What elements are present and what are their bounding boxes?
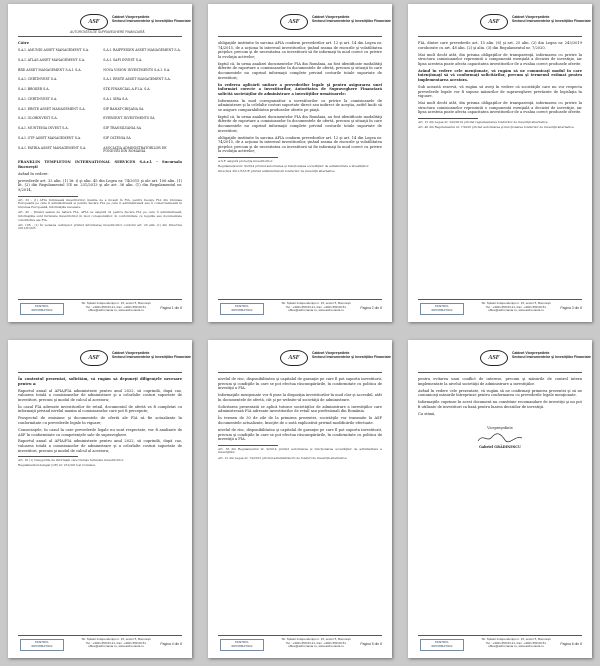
letterhead-subtitle: AUTORITATEA DE SUPRAVEGHERE FINANCIARĂ: [70, 30, 145, 34]
asf-logo: ASF: [80, 350, 108, 366]
recipient-row: BRD ASSET MANAGEMENT S.A.I. S.A. NOVA VISION INVESTMENTS S.A.I. S.A.: [18, 67, 171, 72]
body-paragraph: Sub această rezervă, vă rugăm să aveţi în vedere că societăţile care nu vor respecta prevederile legale vor fi supuse măsurilor de supraveghere prevăzute de legislaţia în vigoare.: [418, 84, 582, 99]
page-number: Pagina 4 din 6: [160, 642, 182, 646]
body-paragraph: Mai mult decât atât, din prisma obligaţiilor de transparenţă, informarea cu privire la structura comisioanelor reprezintă o componentă esenţială a deciziei de investiţie, iar lipsa acesteia poate afecta capacitatea investitorilor de a evalua corect produsele oferite.: [418, 52, 582, 66]
page-footer: [418, 299, 582, 316]
footnote-divider: [18, 196, 78, 197]
recipient-row: S.A.I. ERSTE ASSET MANAGEMENT S.A. SIF BANAT-CRIŞANA SA: [18, 106, 144, 111]
asf-logo: ASF: [480, 14, 508, 30]
document-page-5: [208, 340, 392, 658]
letterhead-title: Cabinet Vicepreşedinte Sectorul Instrumentelor şi Investiţiilor Financiare: [512, 351, 591, 359]
body-paragraph: Solicitarea prezentată se aplică tuturor societăţilor de administrare a investiţiilor care administrează FIA adresate investitorilor de retail sau profesionali din România.: [218, 404, 382, 414]
page-number: Pagina 6 din 6: [560, 642, 582, 646]
body-paragraph: Informarea în mod corespunzător a investitorilor cu privire la comisioanele de administrare şi la celelalte costuri suportate direct sau indirect de aceştia, astfel încât să se asigure comparabilitatea produselor oferite pe piaţă.: [218, 98, 382, 112]
asf-logo: ASF: [280, 350, 308, 366]
signature-block: [418, 426, 582, 448]
registry-stamp: CENTRUL INFORMATIILE: [20, 303, 64, 315]
footnote: Art. 15 din Legea nr. 243/2019 privind reglementarea fondurilor de investiţii alternative.: [418, 119, 549, 124]
page-footer: [418, 635, 582, 652]
footnote-divider: [218, 157, 278, 158]
registry-stamp: CENTRUL INFORMATIILE: [20, 639, 64, 651]
signature-name: Gabriel GRĂDINESCU: [479, 444, 521, 449]
body-paragraph: Consecinţele, în cazul în care prevederile legale nu sunt respectate, vor fi analizate de ASF în conformitate cu competenţele sale de supraveghere.: [18, 427, 182, 437]
recipient-extra: FRANKLIN TEMPLETON INTERNATIONAL SERVICES S.à.r.l. - Sucursala Bucureşti: [18, 160, 182, 169]
body-paragraph: Raportul anual al AFIA/FIA administrate pentru anul 2022, să cuprindă, după caz, valoarea totală a comisioanelor de administrare şi a celorlalte costuri suportate de investitori, precum şi modul de calcul al acestora;: [18, 388, 182, 402]
recipient-row: S.A.I. MUNTENIA INVEST S.A. SIF TRANSILVANIA SA: [18, 126, 141, 131]
footnote: Regulamentul nr. 9/2014 privind autorizarea şi funcţionarea societăţilor de administrare a investiţiilor.: [218, 164, 369, 169]
registry-stamp: CENTRUL INFORMATIILE: [420, 303, 464, 315]
footnote: Art. 48 din Regulamentul nr. 7/2020 privind autorizarea şi funcţionarea fondurilor de investiţii alternative.: [418, 125, 575, 130]
letterhead: [18, 350, 191, 373]
recipient-row: S.A.I. AMUNDI ASSET MANAGEMENT S.A. S.A.I. RAIFFEISEN ASSET MANAGEMENT S.A.: [18, 48, 181, 52]
footnote: Directiva 2011/61/UE privind administratorii fondurilor de investiţii alternative.: [218, 169, 336, 174]
page-number: Pagina 3 din 6: [560, 306, 582, 310]
footnote: Art. 32 - (1) AFIA furnizează investitorilor, înainte de a investi în FIA, pentru fiecare FIA din Uniunea Europeană pe care îl administrează şi pentru fiecare FIA pe care îl administrează sau îl comercializează în Uniunea Europeană, informaţiile necesare.: [18, 197, 182, 209]
footnote: Art. 18 (1) Categoriile de informaţii care trebuie furnizate investitorilor.: [18, 458, 124, 463]
footer-address: Str. Splaiul Independenţei nr. 15, sector 5, Bucureşti Tel.: +4021.659.63.21, Fax: +4021.659.60.51 office@asfromania.ro, www.asfromania.ro: [481, 637, 551, 649]
document-page-4: [8, 340, 192, 658]
body-paragraph: obligaţiile instituite în sarcina AFIA conform prevederilor art. 12 şi art. 14 din Legea nr. 74/2015, de a acţiona în interesul investitorilor, ţinând seama de riscurile şi volatilitatea pieţelor, precum şi de necesitatea ca investitorii să fie informaţi în mod corect cu privire la evoluţia activelor;: [218, 135, 382, 154]
document-page-6: [408, 340, 592, 658]
body-paragraph: În termen de 30 de zile de la primirea prezentei, societăţile vor transmite la ASF documentele actualizate, însoţite de o notă explicativă privind modificările efectuate.: [218, 416, 382, 425]
asf-logo: ASF: [480, 350, 508, 366]
body-paragraph: Având în vedere cele menţionate, vă rugăm să ne comunicaţi modul în care intenţionaţi să vă conformaţi solicitărilor, precum şi termenul estimat pentru implementarea acestora.: [418, 68, 582, 82]
footnote-divider: [218, 445, 278, 446]
footnote: A.S.F. asigură protecţia investitorilor.: [218, 159, 273, 164]
recipient-row: S.A.I. PATRIA ASSET MANAGEMENT S.A. ASOCIAŢIA ADMINISTRATORILOR DE FONDURI DIN ROMÂNIA: [18, 145, 167, 154]
letterhead-title: Cabinet Vicepreşedinte Sectorul Instrumentelor şi Investiţiilor Financiare: [112, 15, 191, 23]
body-paragraph: Raportul anual al AFIA/FIA administrate pentru anul 2022, să cuprindă, după caz, valoarea totală a comisioanelor de administrare şi a celorlalte costuri suportate de investitori, precum şi modul de calcul al acestora;: [18, 439, 182, 453]
page-footer: [218, 635, 382, 652]
footnote-divider: [18, 456, 78, 457]
page-footer: [18, 635, 182, 652]
document-page-1: [8, 4, 192, 322]
signature-scribble-icon: [475, 431, 525, 445]
footer-address: Str. Splaiul Independenţei nr. 15, sector 5, Bucureşti Tel.: +4021.659.63.21, Fax: +4021.659.60.51 office@asfromania.ro, www.asfromania.ro: [481, 301, 551, 313]
body-paragraph: FIA, dintre care prevederile art. 15 alin. (6) şi art. 25 alin. (2) din Legea nr. 243/2019 coroborate cu art. 48 alin. (2) şi alin. (3) din Regulamentul nr. 7/2020.: [418, 41, 582, 50]
body-paragraph: faptul că, în urma analizei documentelor FIA din România, au fost identificate modalităţi diferite de raportare a comisioanelor în documentele de ofertă, precum şi situaţii în care documentele nu cuprind informaţii complete privind costurile totale suportate de investitori;: [218, 114, 382, 133]
signature-title: Vicepreşedinte: [487, 426, 513, 431]
footer-address: Str. Splaiul Independenţei nr. 15, sector 5, Bucureşti Tel.: +4021.659.63.21, Fax: +4021.659.60.51 office@asfromania.ro, www.asfromania.ro: [81, 637, 151, 649]
body-paragraph: În cazul FIA adresate investitorilor de retail, documentul de ofertă va fi completat cu informaţii privind nivelul maxim al comisioanelor care pot fi percepute;: [18, 404, 182, 414]
footer-address: Str. Splaiul Independenţei nr. 15, sector 5, Bucureşti Tel.: +4021.659.63.21, Fax: +4021.659.60.51 office@asfromania.ro, www.asfromania.ro: [281, 637, 351, 649]
registry-stamp: CENTRUL INFORMATIILE: [220, 639, 264, 651]
letterhead-title: Cabinet Vicepreşedinte Sectorul Instrumentelor şi Investiţiilor Financiare: [312, 15, 391, 23]
asf-logo: ASF: [80, 14, 108, 30]
footnote: Art. 36 din Regulamentul nr. 9/2014 privind autorizarea şi funcţionarea societăţilor de administrare a investiţiilor.: [218, 446, 382, 455]
page-number: Pagina 2 din 6: [360, 306, 382, 310]
body-paragraph: pentru evitarea unui conflict de interese, precum şi măsurile de control intern implementate la nivelul societăţii de administrare a investiţiilor.: [418, 377, 582, 386]
page-number: Pagina 1 din 6: [160, 306, 182, 310]
registry-stamp: CENTRUL INFORMATIILE: [220, 303, 264, 315]
letterhead: [18, 14, 191, 37]
page-footer: [218, 299, 382, 316]
recipient-row: S.A.I. CERTINVEST S.A. S.A.I. ERSTE ASSET MANAGEMENT S.A.: [18, 77, 171, 82]
closing-text: Cu stimă,: [418, 411, 436, 416]
letterhead-title: Cabinet Vicepreşedinte Sectorul Instrumentelor şi Investiţiilor Financiare: [512, 15, 591, 23]
recipient-list: [18, 49, 182, 154]
body-paragraph: în vederea aplicării unitare a prevederilor legale şi pentru asigurarea unei informări corecte a investitorilor, Autoritatea de Supraveghere Financiară solicită societăţilor de administrare a investiţiilor următoarele:: [218, 82, 382, 96]
recipient-row: S.A.I. CERTINVEST S.A. S.A.I. SIRA S.A.: [18, 96, 129, 101]
body-paragraph: În contextul prezentat, solicităm, vă rugăm să depuneţi diligenţele necesare pentru a:: [18, 377, 182, 386]
recipient-row: S.A.I. ATLAS ASSET MANAGEMENT S.A. S.A.I. SAFI INVEST S.A.: [18, 57, 143, 62]
intro-text: Având în vedere:: [18, 171, 49, 176]
letterhead-title: Cabinet Vicepreşedinte Sectorul Instrumentelor şi Investiţiilor Financiare: [312, 351, 391, 359]
footnote: Regulamentul delegat (UE) nr. 231/2013 al Comisiei.: [18, 463, 96, 468]
registry-stamp: CENTRUL INFORMATIILE: [420, 639, 464, 651]
footnote: Art. 106 - (1) În vederea cerinţelor privind informarea investitorilor conform art. 23 alin. (1) din Directiva 2011/61/UE.: [18, 222, 182, 231]
body-paragraph: Având în vedere cele prezentate, vă rugăm să ne confirmaţi primirea prezentei şi să ne comunicaţi măsurile întreprinse pentru conformarea cu prevederile legale menţionate.: [418, 388, 582, 398]
footnote-divider: [418, 118, 478, 119]
letterhead: [218, 14, 391, 37]
body-paragraph: Informaţiile cuprinse în acest document nu constituie recomandare de investiţii şi nu pot fi utilizate de investitori ca bază pentru luarea deciziilor de investiţii.: [418, 400, 582, 409]
recipient-row: S.A.I. OTP ASSET MANAGEMENT S.A. SIF OLTENIA SA: [18, 136, 131, 141]
document-page-3: [408, 4, 592, 322]
footer-address: Str. Splaiul Independenţei nr. 15, sector 5, Bucureşti Tel.: +4021.659.63.21, Fax: +4021.659.60.51 office@asfromania.ro, www.asfromania.ro: [81, 301, 151, 313]
footnote: Art. 45 - Ţinând seama de natura FIA, AFIA se asigură că pentru fiecare FIA pe care îl administrează, informaţiile sunt furnizate investitorilor în mod corespunzător, în conformitate cu regulile sau documentele constitutive ale FIA.: [18, 210, 182, 222]
document-page-2: [208, 4, 392, 322]
body-paragraph: Informaţiile menţionate vor fi puse la dispoziţia investitorilor în mod clar şi accesibil, atât în documentele de ofertă, cât şi pe website-ul societăţii de administrare.: [218, 393, 382, 402]
recipient-row: S.A.I. BROKER S.A. STK FINANCIAL A.F.I.A. S.A.: [18, 87, 151, 92]
body-paragraph: nivelul de risc, disponibilitatea şi capitalul de garanţie pe care îl pot suporta investitorii, precum şi condiţiile în care se pot efectua răscumpărările, în conformitate cu politica de investiţii a FIA.: [218, 377, 382, 391]
letterhead: [418, 350, 591, 373]
letterhead-title: Cabinet Vicepreşedinte Sectorul Instrumentelor şi Investiţiilor Financiare: [112, 351, 191, 359]
body-paragraph: obligaţiile instituite în sarcina AFIA conform prevederilor art. 12 şi art. 14 din Legea nr. 74/2015, de a acţiona în interesul investitorilor, ţinând seama de riscurile şi volatilitatea pieţelor, precum şi de necesitatea ca investitorii să fie informaţi în mod corect cu privire la evoluţia activelor;: [218, 41, 382, 59]
footnote: Art. 12 din Legea nr. 74/2015 privind administratorii de fonduri de investiţii alternative.: [218, 455, 348, 460]
page-footer: [18, 299, 182, 316]
body-paragraph: faptul că, în urma analizei documentelor FIA din România, au fost identificate modalităţi diferite de raportare a comisioanelor în documentele de ofertă, precum şi situaţii în care documentele nu cuprind informaţii complete privind costurile totale suportate de investitori;: [218, 61, 382, 80]
recipients-heading: Către: [18, 41, 30, 45]
body-paragraph: nivelul de risc, disponibilitatea şi capitalul de garanţie pe care îl pot suporta investitorii, precum şi condiţiile în care se pot efectua răscumpărările, în conformitate cu politica de investiţii a FIA.: [218, 427, 382, 442]
footer-address: Str. Splaiul Independenţei nr. 15, sector 5, Bucureşti Tel.: +4021.659.63.21, Fax: +4021.659.60.51 office@asfromania.ro, www.asfromania.ro: [281, 301, 351, 313]
body-paragraph: Prospectul de emisiune şi documentele de ofertă ale FIA să fie actualizate în conformitate cu prevederile legale în vigoare;: [18, 416, 182, 425]
asf-logo: ASF: [280, 14, 308, 30]
body-paragraph: prevederile art. 32 alin. (1) lit. i) şi alin. 45 din Legea nr. 74/2015 şi ale art. 106 alin. (1) lit. (2) din Regulamentul UE nr. 231/2013 şi ale art. 36 alin. (1) din Regulamentul nr. 9/2014,: [18, 178, 182, 192]
letterhead: [218, 350, 391, 373]
recipient-row: S.A.I. GLOBINVEST S.A. EVERGENT INVESTMENTS SA: [18, 116, 155, 121]
letterhead: [418, 14, 591, 37]
page-number: Pagina 5 din 6: [360, 642, 382, 646]
body-paragraph: Mai mult decât atât, din prisma obligaţiilor de transparenţă, informarea cu privire la structura comisioanelor reprezintă o componentă esenţială a deciziei de investiţie, iar lipsa acesteia poate afecta capacitatea investitorilor de a evalua corect produsele oferite.: [418, 101, 582, 115]
